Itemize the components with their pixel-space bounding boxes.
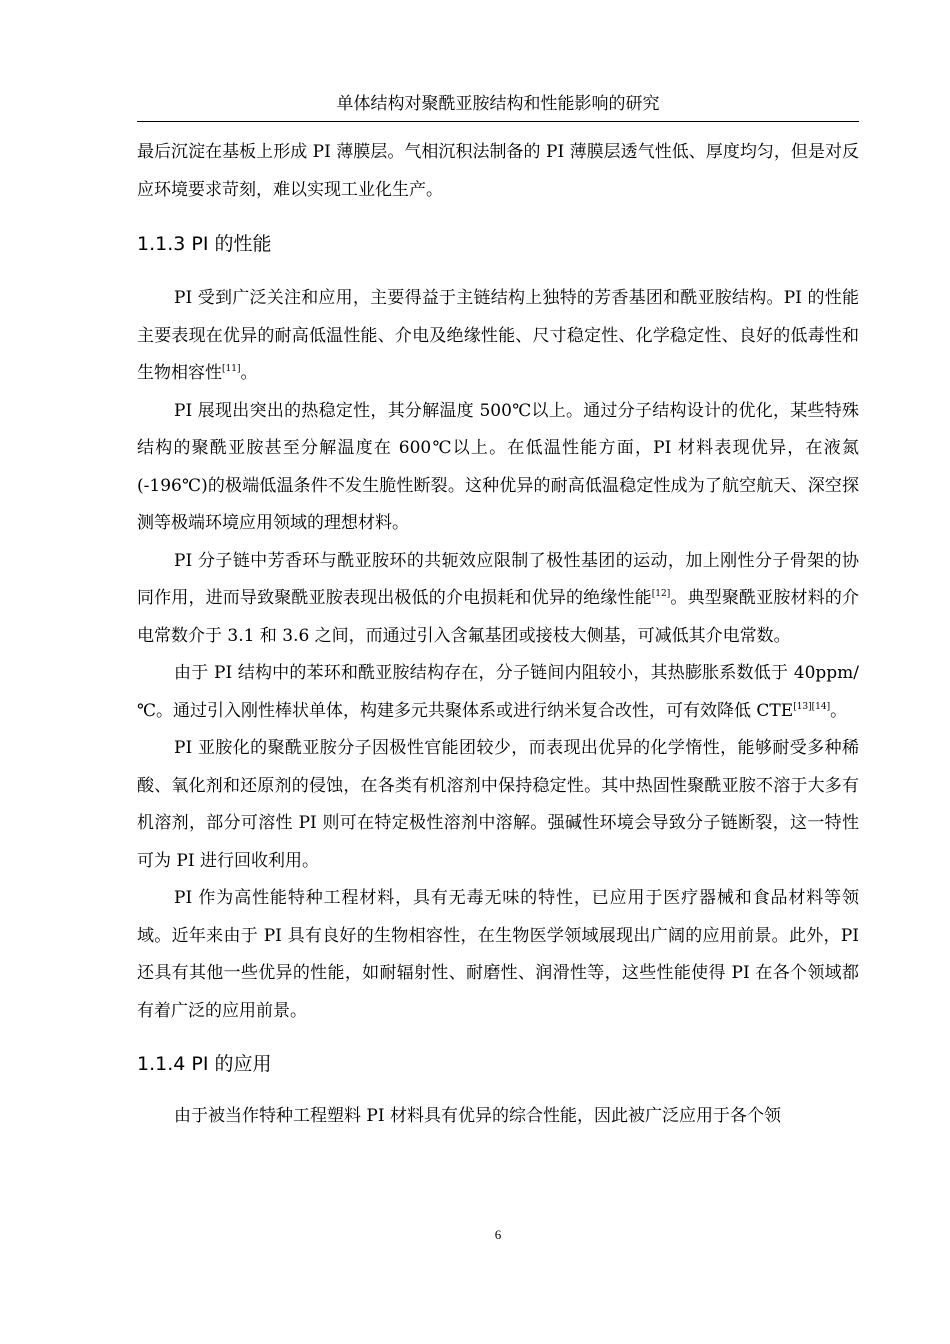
citation-ref: [13][14] <box>793 701 831 712</box>
citation-ref: [11] <box>222 364 241 374</box>
paragraph-tail: 。 <box>240 363 258 383</box>
paragraph-biocompatibility: PI 作为高性能特种工程材料，具有无毒无味的特性，已应用于医疗器械和食品材料等领域。近年来由于 PI 具有良好的生物相容性，在生物医学领域展现出广阔的应用前景。此外，PI 还具有其他一些优异的性能，如耐辐射性、耐磨性、润滑性等，这些性能使得 PI 在各个领域都有着广泛的应用前景。 <box>137 888 859 1021</box>
running-header: 单体结构对聚酰亚胺结构和性能影响的研究 <box>336 94 660 114</box>
paragraph-chemical-stability: PI 亚胺化的聚酰亚胺分子因极性官能团较少，而表现出优异的化学惰性，能够耐受多种稀酸、氧化剂和还原剂的侵蚀，在各类有机溶剂中保持稳定性。其中热固性聚酰亚胺不溶于大多有机溶剂，部分可溶性 PI 则可在特定极性溶剂中溶解。强碱性环境会导致分子链断裂，这一特性可为 PI 进行回收利用。 <box>137 738 859 871</box>
section-heading-1-1-4: 1.1.4 PI 的应用 <box>137 1053 272 1075</box>
paragraph-text: PI 分子链中芳香环与酰亚胺环的共轭效应限制了极性基团的运动，加上刚性分子骨架的协同作用，进而导致聚酰亚胺表现出极低的介电损耗和优异的绝缘性能 <box>137 550 859 608</box>
paragraph-tail: 。 <box>830 700 848 721</box>
paragraph-thermal-stability: PI 展现出突出的热稳定性，其分解温度 500℃以上。通过分子结构设计的优化，某些特殊结构的聚酰亚胺甚至分解温度在 600℃以上。在低温性能方面，PI 材料表现优异，在液氮(-196℃)的极端低温条件不发生脆性断裂。这种优异的耐高低温稳定性成为了航空航天、深空探测等极端环境应用领域的理想材料。 <box>137 400 859 533</box>
page-number: 6 <box>494 1227 502 1242</box>
paragraph-text: 由于 PI 结构中的苯环和酰亚胺结构存在，分子链间内阻较小，其热膨胀系数低于 40ppm/℃。通过引入刚性棒状单体，构建多元共聚体系或进行纳米复合改性，可有效降低 CTE <box>137 663 859 721</box>
document-body <box>137 134 859 1136</box>
paragraph-text: PI 受到广泛关注和应用，主要得益于主链结构上独特的芳香基团和酰亚胺结构。PI 的性能主要表现在优异的耐高低温性能、介电及绝缘性能、尺寸稳定性、化学稳定性、良好的低毒性和生物相容性 <box>137 288 859 383</box>
paragraph-properties-overview <box>137 280 859 393</box>
section-heading-1-1-3: 1.1.3 PI 的性能 <box>137 233 272 255</box>
paragraph-applications: 由于被当作特种工程塑料 PI 材料具有优异的综合性能，因此被广泛应用于各个领 <box>174 1106 781 1126</box>
paragraph-tail: 。典型聚酰亚胺材料的介电常数介于 3.1 和 3.6 之间，而通过引入含氟基团或接枝大侧基，可减低其介电常数。 <box>137 588 860 646</box>
header-rule <box>137 121 859 122</box>
continued-paragraph: 最后沉淀在基板上形成 PI 薄膜层。气相沉积法制备的 PI 薄膜层透气性低、厚度均匀，但是对反应环境要求苛刻，难以实现工业化生产。 <box>137 142 859 200</box>
paragraph-dielectric-properties <box>137 543 859 656</box>
paragraph-dimensional-stability <box>137 655 859 730</box>
citation-ref: [12] <box>651 589 671 599</box>
